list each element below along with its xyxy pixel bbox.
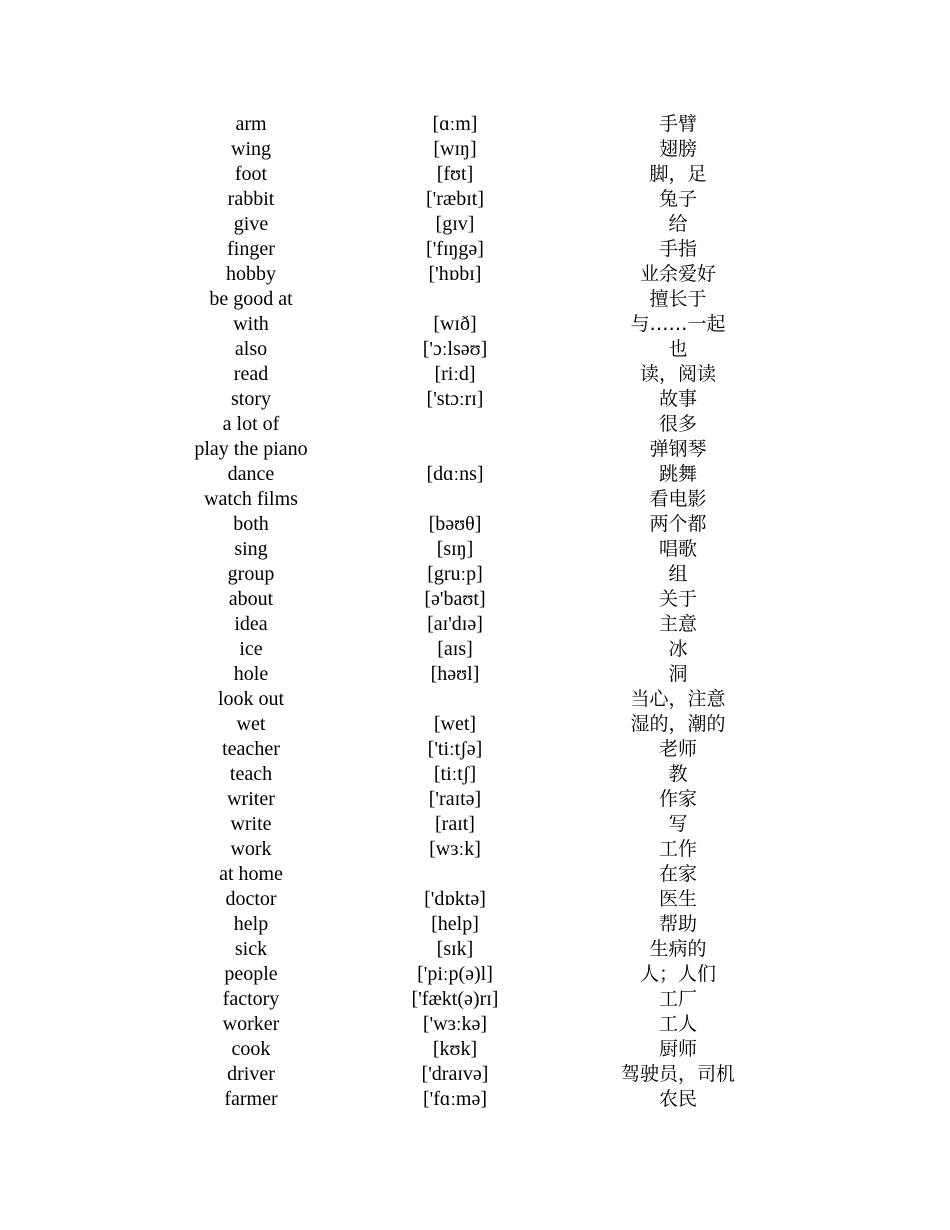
vocab-meaning: 很多 [658, 413, 697, 435]
vocab-word: at home [219, 863, 283, 885]
vocab-phonetic: [fʊt] [436, 163, 474, 185]
vocab-phonetic: ['fɑːmə] [422, 1088, 488, 1110]
vocab-phonetic: [riːd] [434, 363, 476, 385]
vocab-phonetic: ['fækt(ə)rɪ] [411, 988, 499, 1010]
vocab-phonetic: [aɪ'dɪə] [427, 613, 483, 635]
vocab-row [0, 612, 950, 637]
vocab-meaning: 主意 [658, 613, 697, 635]
vocab-meaning: 看电影 [649, 488, 707, 510]
vocab-row [0, 1062, 950, 1087]
vocab-phonetic: [raɪt] [435, 813, 475, 835]
vocab-phonetic: [ə'baʊt] [424, 588, 486, 610]
vocab-meaning: 手臂 [658, 113, 697, 135]
vocab-word: group [227, 563, 275, 585]
vocab-meaning: 洞 [668, 663, 688, 685]
vocab-meaning: 擅长于 [649, 288, 707, 310]
vocab-phonetic: [dɑːns] [426, 463, 484, 485]
vocab-phonetic: ['piːp(ə)l] [417, 963, 493, 985]
vocab-meaning: 当心，注意 [630, 688, 726, 710]
vocab-word: writer [227, 788, 275, 810]
vocab-phonetic: [gɪv] [435, 213, 475, 235]
vocab-row [0, 437, 950, 462]
vocab-row [0, 387, 950, 412]
vocab-phonetic: [həʊl] [430, 663, 480, 685]
vocab-word: both [233, 513, 269, 535]
vocab-word: ice [239, 638, 263, 660]
vocab-word: play the piano [194, 438, 308, 460]
vocab-row [0, 862, 950, 887]
vocab-word: hobby [226, 263, 276, 285]
vocab-meaning: 业余爱好 [639, 263, 716, 285]
vocab-word: farmer [224, 1088, 278, 1110]
vocab-word: sing [234, 538, 268, 560]
vocab-phonetic: [help] [431, 913, 479, 935]
vocab-meaning: 驾驶员，司机 [620, 1063, 735, 1085]
vocab-word: look out [217, 688, 285, 710]
vocab-row [0, 787, 950, 812]
vocab-row [0, 162, 950, 187]
vocab-phonetic: ['draɪvə] [421, 1063, 489, 1085]
vocab-word: dance [227, 463, 275, 485]
vocab-word: a lot of [222, 413, 280, 435]
vocab-word: wing [231, 138, 271, 160]
vocab-word: idea [234, 613, 268, 635]
vocab-meaning: 教 [668, 763, 688, 785]
vocab-meaning: 两个都 [649, 513, 707, 535]
vocabulary-list [0, 112, 950, 1112]
vocab-row [0, 337, 950, 362]
vocab-row [0, 662, 950, 687]
vocab-word: with [233, 313, 269, 335]
vocab-word: finger [227, 238, 275, 260]
vocab-row [0, 737, 950, 762]
vocab-meaning: 工厂 [658, 988, 697, 1010]
vocab-meaning: 关于 [658, 588, 697, 610]
vocab-phonetic: ['dɒktə] [424, 888, 486, 910]
vocab-phonetic: ['ræbɪt] [425, 188, 485, 210]
vocab-word: worker [222, 1013, 280, 1035]
vocab-meaning: 老师 [658, 738, 697, 760]
vocab-word: also [234, 338, 268, 360]
vocab-word: story [231, 388, 271, 410]
vocab-row [0, 512, 950, 537]
vocab-row [0, 487, 950, 512]
vocab-meaning: 给 [668, 213, 688, 235]
vocab-word: teacher [222, 738, 280, 760]
vocab-row [0, 237, 950, 262]
vocab-meaning: 兔子 [658, 188, 697, 210]
vocab-meaning: 脚，足 [649, 163, 707, 185]
vocab-word: write [230, 813, 272, 835]
vocab-row [0, 587, 950, 612]
vocab-word: be good at [209, 288, 293, 310]
vocab-meaning: 作家 [658, 788, 697, 810]
vocab-word: watch films [204, 488, 298, 510]
vocab-row [0, 462, 950, 487]
vocab-word: give [233, 213, 269, 235]
vocab-row [0, 112, 950, 137]
vocab-word: cook [231, 1038, 271, 1060]
vocab-row [0, 762, 950, 787]
vocab-meaning: 厨师 [658, 1038, 697, 1060]
vocab-row [0, 637, 950, 662]
vocab-phonetic: [ɑːm] [432, 113, 478, 135]
vocab-meaning: 也 [668, 338, 688, 360]
vocab-phonetic: [wet] [433, 713, 477, 735]
vocab-word: driver [227, 1063, 275, 1085]
vocab-word: work [230, 838, 272, 860]
vocab-row [0, 937, 950, 962]
vocab-row [0, 887, 950, 912]
vocab-phonetic: [wɜːk] [429, 838, 481, 860]
vocab-word: help [233, 913, 269, 935]
vocab-word: hole [233, 663, 269, 685]
vocab-meaning: 生病的 [649, 938, 707, 960]
vocab-meaning: 湿的，潮的 [630, 713, 726, 735]
vocab-phonetic: ['ɔːlsəʊ] [422, 338, 488, 360]
vocab-meaning: 故事 [658, 388, 697, 410]
vocab-row [0, 287, 950, 312]
vocab-meaning: 读，阅读 [639, 363, 716, 385]
vocab-word: foot [234, 163, 268, 185]
vocab-word: factory [222, 988, 280, 1010]
vocab-word: doctor [225, 888, 277, 910]
vocab-meaning: 冰 [668, 638, 688, 660]
vocab-row [0, 712, 950, 737]
vocab-meaning: 在家 [658, 863, 697, 885]
vocab-phonetic: ['hɒbɪ] [428, 263, 482, 285]
vocab-meaning: 帮助 [658, 913, 697, 935]
vocab-word: about [228, 588, 274, 610]
vocab-meaning: 医生 [658, 888, 697, 910]
vocab-phonetic: [sɪk] [436, 938, 474, 960]
vocab-phonetic: [bəʊθ] [428, 513, 482, 535]
vocab-row [0, 412, 950, 437]
vocab-word: sick [234, 938, 268, 960]
vocab-meaning: 跳舞 [658, 463, 697, 485]
vocab-word: rabbit [227, 188, 275, 210]
vocab-meaning: 唱歌 [658, 538, 697, 560]
vocab-row [0, 687, 950, 712]
vocab-word: people [224, 963, 278, 985]
vocab-phonetic: ['wɜːkə] [422, 1013, 488, 1035]
vocab-row [0, 812, 950, 837]
vocab-row [0, 537, 950, 562]
vocab-word: teach [229, 763, 273, 785]
vocab-row [0, 1012, 950, 1037]
vocab-row [0, 212, 950, 237]
vocab-phonetic: ['raɪtə] [428, 788, 482, 810]
vocab-row [0, 362, 950, 387]
vocab-phonetic: [wɪð] [433, 313, 477, 335]
vocab-row [0, 312, 950, 337]
vocab-row [0, 912, 950, 937]
vocab-row [0, 262, 950, 287]
vocab-row [0, 137, 950, 162]
vocab-phonetic: [kʊk] [432, 1038, 478, 1060]
vocab-row [0, 987, 950, 1012]
vocab-row [0, 562, 950, 587]
vocab-meaning: 农民 [658, 1088, 697, 1110]
vocab-phonetic: [gruːp] [427, 563, 483, 585]
vocab-phonetic: [aɪs] [437, 638, 473, 660]
vocab-meaning: 组 [668, 563, 688, 585]
vocab-row [0, 1037, 950, 1062]
vocab-phonetic: ['tiːtʃə] [427, 738, 483, 760]
vocab-phonetic: [sɪŋ] [436, 538, 474, 560]
vocab-meaning: 人；人们 [639, 963, 716, 985]
vocab-meaning: 弹钢琴 [649, 438, 707, 460]
vocab-row [0, 837, 950, 862]
vocab-row [0, 1087, 950, 1112]
vocab-meaning: 与……一起 [630, 313, 726, 335]
vocab-row [0, 187, 950, 212]
vocab-meaning: 写 [668, 813, 688, 835]
vocab-word: read [233, 363, 269, 385]
vocab-word: wet [236, 713, 266, 735]
vocab-word: arm [235, 113, 267, 135]
vocab-phonetic: [tiːtʃ] [433, 763, 477, 785]
vocab-meaning: 工作 [658, 838, 697, 860]
vocab-phonetic: ['stɔːrɪ] [426, 388, 484, 410]
vocab-row [0, 962, 950, 987]
vocab-phonetic: ['fɪŋgə] [426, 238, 484, 260]
vocab-meaning: 翅膀 [658, 138, 697, 160]
vocab-phonetic: [wɪŋ] [433, 138, 477, 160]
vocab-meaning: 工人 [658, 1013, 697, 1035]
vocab-meaning: 手指 [658, 238, 697, 260]
